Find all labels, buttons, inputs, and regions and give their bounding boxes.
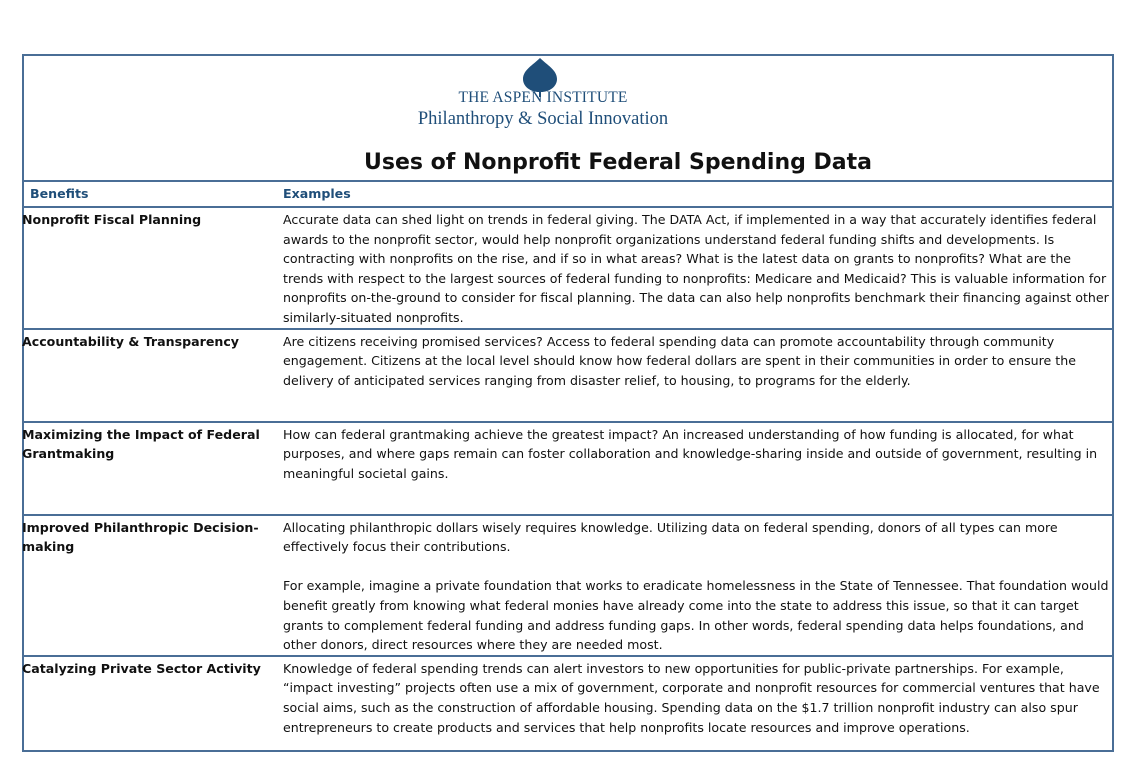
table-row [22, 656, 1114, 737]
benefit-cell: Maximizing the Impact of Federal Grantmaking [22, 422, 283, 515]
example-paragraph: Accurate data can shed light on trends in federal giving. The DATA Act, if implemented in a way that accurately identifies federal awards to the nonprofit sector, would help nonprofit organizations understand federal funding shifts and developments. Is contracting with nonprofits on the rise, and if so in what areas? What is the latest data on grants to nonprofits? What are the trends with respect to the largest sources of federal funding to nonprofits: Medicare and Medicaid? This is valuable information for nonprofits on-the-ground to consider for fiscal planning. The data can also help nonprofits benchmark their financing against other similarly-situated nonprofits. [283, 212, 1109, 325]
example-paragraph: Allocating philanthropic dollars wisely requires knowledge. Utilizing data on federal spending, donors of all types can more effectively focus their contributions. [283, 519, 1058, 555]
benefit-cell: Accountability & Transparency [22, 329, 283, 422]
column-header-examples: Examples [283, 181, 1114, 207]
benefit-cell: Nonprofit Fiscal Planning [22, 207, 283, 329]
example-paragraph: For example, imagine a private foundation that works to eradicate homelessness in the State of Tennessee. That foundation would benefit greatly from knowing what federal monies have already come into the state to address this issue, so that it can target grants to complement federal funding and address funding gaps. In other words, federal spending data helps foundations, and other donors, direct resources where they are needed most. [283, 578, 1109, 653]
benefit-cell: Improved Philanthropic Decision-making [22, 515, 283, 656]
example-cell [283, 207, 1114, 329]
benefit-cell: Catalyzing Private Sector Activity [22, 656, 283, 737]
example-paragraph: Knowledge of federal spending trends can alert investors to new opportunities for public-private partnerships. For example, “impact investing” projects often use a mix of government, corporate and nonprofit resources for commercial ventures that have social aims, such as the construction of affordable housing. Spending data on the $1.7 trillion nonprofit industry can also spur entrepreneurs to create products and services that help nonprofits locate resources and improve operations. [283, 660, 1100, 735]
table-header-row [22, 181, 1114, 207]
table-row [22, 515, 1114, 656]
example-cell [283, 329, 1114, 422]
org-subtitle: Philanthropy & Social Innovation [417, 109, 669, 129]
org-name: THE ASPEN INSTITUTE [458, 89, 628, 106]
column-header-benefits: Benefits [22, 181, 283, 207]
example-paragraph: How can federal grantmaking achieve the greatest impact? An increased understanding of how funding is allocated, for what purposes, and where gaps remain can foster collaboration and knowledge-sharing inside and outside of government, resulting in meaningful societal gains. [283, 426, 1098, 481]
table-row [22, 422, 1114, 515]
example-cell [283, 656, 1114, 737]
document-title: Uses of Nonprofit Federal Spending Data [364, 150, 872, 175]
example-cell [283, 515, 1114, 656]
example-cell [283, 422, 1114, 515]
benefits-table [22, 180, 1114, 737]
paragraph-gap [283, 557, 1114, 577]
aspen-institute-logo [24, 56, 1112, 146]
document-frame [22, 54, 1114, 752]
table-row [22, 207, 1114, 329]
table-row [22, 329, 1114, 422]
example-paragraph: Are citizens receiving promised services? Access to federal spending data can promote accountability through community engagement. Citizens at the local level should know how federal dollars are spent in their communities in order to ensure the delivery of anticipated services ranging from disaster relief, to housing, to programs for the elderly. [283, 333, 1076, 388]
